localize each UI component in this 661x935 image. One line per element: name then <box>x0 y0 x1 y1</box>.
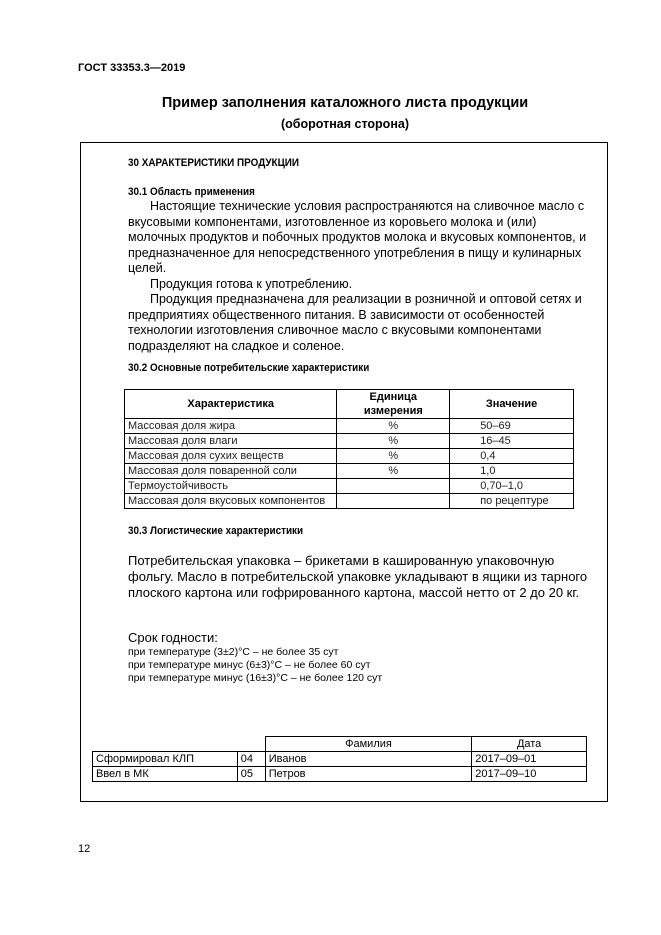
date-cell: 2017–09–10 <box>472 767 587 782</box>
code-cell: 05 <box>237 767 265 782</box>
standard-header: ГОСТ 33353.3—2019 <box>78 62 186 74</box>
section-30-2-heading: 30.2 Основные потребительские характеристики <box>128 362 370 374</box>
date-column-header: Дата <box>472 737 587 752</box>
value-cell: 0,4 <box>450 449 574 464</box>
shelf-life-line: при температуре минус (16±3)°С – не более 120 сут <box>128 672 383 684</box>
characteristic-cell: Термоустойчивость <box>125 479 337 494</box>
scope-text <box>128 199 593 354</box>
table-row <box>125 464 574 479</box>
table-row <box>125 479 574 494</box>
unit-cell <box>337 479 450 494</box>
column-header: Характеристика <box>125 390 337 419</box>
shelf-life-list <box>128 646 593 685</box>
code-cell: 04 <box>237 752 265 767</box>
table-row <box>93 752 587 767</box>
signature-header-row <box>93 737 587 752</box>
table-row <box>125 449 574 464</box>
shelf-life-title: Срок годности: <box>128 630 218 645</box>
signature-table <box>92 736 587 782</box>
scope-paragraph-3: Продукция предназначена для реализации в розничной и оптовой сетях и предприятиях общественного питания. В зависимости от особенностей технологии изготовления сливочное масло с вкусовыми компонентами подразделяют на сладкое и соленое. <box>128 292 582 353</box>
surname-column-header: Фамилия <box>265 737 471 752</box>
page-number: 12 <box>78 843 91 855</box>
surname-cell: Иванов <box>265 752 471 767</box>
table-header-row <box>125 390 574 419</box>
value-cell: по рецептуре <box>450 494 574 509</box>
scope-paragraph-2: Продукция готова к употреблению. <box>150 276 353 291</box>
shelf-life-line: при температуре (3±2)°С – не более 35 сут <box>128 646 339 658</box>
characteristic-cell: Массовая доля влаги <box>125 434 337 449</box>
characteristic-cell: Массовая доля жира <box>125 419 337 434</box>
table-row <box>125 434 574 449</box>
role-cell: Ввел в МК <box>93 767 238 782</box>
date-cell: 2017–09–01 <box>472 752 587 767</box>
page-title: Пример заполнения каталожного листа продукции <box>161 95 529 111</box>
shelf-life-line: при температуре минус (6±3)°С – не более 60 сут <box>128 659 371 671</box>
surname-cell: Петров <box>265 767 471 782</box>
section-30-1-heading: 30.1 Область применения <box>128 186 255 198</box>
value-cell: 1,0 <box>450 464 574 479</box>
characteristics-table <box>124 389 574 509</box>
unit-cell: % <box>337 464 450 479</box>
column-header: Значение <box>450 390 574 419</box>
section-30-heading: 30 ХАРАКТЕРИСТИКИ ПРОДУКЦИИ <box>128 157 300 169</box>
table-row <box>125 494 574 509</box>
column-header: Единица измерения <box>337 390 450 419</box>
unit-cell: % <box>337 434 450 449</box>
characteristic-cell: Массовая доля сухих веществ <box>125 449 337 464</box>
value-cell: 50–69 <box>450 419 574 434</box>
characteristic-cell: Массовая доля вкусовых компонентов <box>125 494 337 509</box>
unit-cell <box>337 494 450 509</box>
section-30-3-heading: 30.3 Логистические характеристики <box>128 525 304 537</box>
role-cell: Сформировал КЛП <box>93 752 238 767</box>
unit-cell: % <box>337 449 450 464</box>
page-subtitle: (оборотная сторона) <box>281 117 409 131</box>
characteristic-cell: Массовая доля поваренной соли <box>125 464 337 479</box>
packaging-text: Потребительская упаковка – брикетами в кашированную упаковочную фольгу. Масло в потребительской упаковке укладывают в ящики из тарного плоского картона или гофрированного картона, массой нетто от 2 до 20 кг. <box>128 553 588 600</box>
unit-cell: % <box>337 419 450 434</box>
table-row <box>125 419 574 434</box>
table-row <box>93 767 587 782</box>
value-cell: 0,70–1,0 <box>450 479 574 494</box>
value-cell: 16–45 <box>450 434 574 449</box>
scope-paragraph-1: Настоящие технические условия распространяются на сливочное масло с вкусовыми компонентами, изготовленное из коровьего молока и (или) молочных продуктов и побочных продуктов молока и вкусовых компонентов, и предназначенное для непосредственного употребления в пищу и кулинарных целей. <box>128 199 587 275</box>
